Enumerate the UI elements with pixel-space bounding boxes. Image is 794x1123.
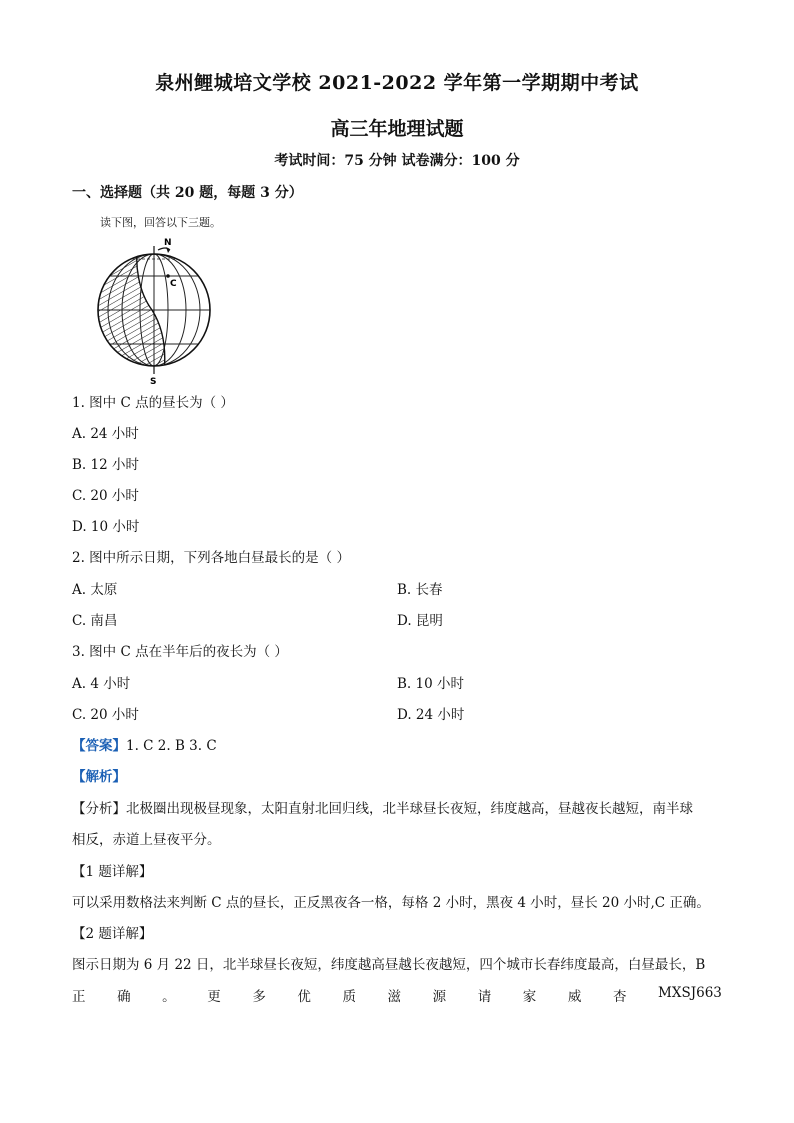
question-3-option-a: A. 4 小时 — [72, 676, 131, 692]
answer-text: 1. C 2. B 3. C — [126, 738, 217, 754]
footer-word: 更 — [207, 989, 221, 1005]
footer-word: 优 — [297, 989, 311, 1005]
label-n: N — [164, 238, 172, 248]
footer-word: 家 — [522, 989, 537, 1005]
question-3-option-c: C. 20 小时 — [72, 707, 139, 723]
answer-tag: 【答案】 — [72, 738, 126, 754]
label-c: C — [170, 279, 177, 289]
label-s: S — [150, 377, 157, 386]
detail-1-tag: 【1 题详解】 — [72, 864, 153, 880]
footer-word: 威 — [567, 989, 582, 1005]
question-2-option-b: B. 长春 — [397, 582, 443, 598]
question-2-option-d: D. 昆明 — [397, 613, 443, 629]
question-1-option-d: D. 10 小时 — [72, 519, 140, 535]
question-3-option-b: B. 10 小时 — [397, 676, 464, 692]
question-1-option-c: C. 20 小时 — [72, 488, 139, 504]
question-3-option-d: D. 24 小时 — [397, 707, 465, 723]
footer-word: 正 — [72, 989, 86, 1005]
footer-line — [72, 985, 722, 1005]
footer-code: MXSJ663 — [658, 985, 722, 1001]
footer-word: 源 — [432, 989, 447, 1005]
fenxi-tag: 【分析】 — [72, 801, 126, 817]
footer-word: 杏 — [612, 989, 627, 1005]
point-c-marker — [166, 274, 170, 278]
question-3-stem: 3. 图中 C 点在半年后的夜长为（ ） — [72, 644, 288, 660]
detail-1-text: 可以采用数格法来判断 C 点的昼长，正反黑夜各一格，每格 2 小时，黑夜 4 小时，昼长 20 小时,C 正确。 — [72, 895, 710, 911]
section-heading: 一、选择题（共 20 题，每题 3 分） — [72, 185, 303, 201]
fenxi-text-1: 北极圈出现极昼现象，太阳直射北回归线，北半球昼长夜短，纬度越高，昼越夜长越短，南半球 — [126, 801, 693, 817]
detail-2-text: 图示日期为 6 月 22 日，北半球昼长夜短，纬度越高昼越长夜越短，四个城市长春纬度最高，白昼最长，B — [72, 957, 706, 973]
answer-line — [72, 734, 217, 754]
question-2-option-a: A. 太原 — [72, 582, 118, 598]
exam-subtitle: 高三年地理试题 — [330, 118, 464, 140]
detail-2-tag: 【2 题详解】 — [72, 926, 153, 942]
question-1-stem: 1. 图中 C 点的昼长为（ ） — [72, 395, 234, 411]
question-1-option-b: B. 12 小时 — [72, 457, 139, 473]
exam-info: 考试时间：75 分钟 试卷满分：100 分 — [274, 153, 520, 169]
question-2-stem: 2. 图中所示日期，下列各地白昼最长的是（ ） — [72, 550, 350, 566]
footer-word: 多 — [252, 989, 266, 1005]
fenxi-line-1 — [72, 797, 693, 817]
footer-word: 请 — [477, 989, 492, 1005]
footer-word: 质 — [342, 989, 356, 1005]
footer-word: 确 — [117, 989, 131, 1005]
globe-figure — [92, 234, 222, 386]
fenxi-line-2: 相反，赤道上昼夜平分。 — [72, 832, 221, 848]
question-2-option-c: C. 南昌 — [72, 613, 118, 629]
footer-word: 。 — [162, 989, 176, 1005]
footer-word: 滋 — [387, 989, 402, 1005]
question-1-option-a: A. 24 小时 — [72, 426, 139, 442]
exam-title: 泉州鲤城培文学校 2021-2022 学年第一学期期中考试 — [155, 72, 639, 94]
analysis-tag: 【解析】 — [72, 769, 126, 785]
figure-intro: 读下图，回答以下三题。 — [100, 216, 221, 229]
